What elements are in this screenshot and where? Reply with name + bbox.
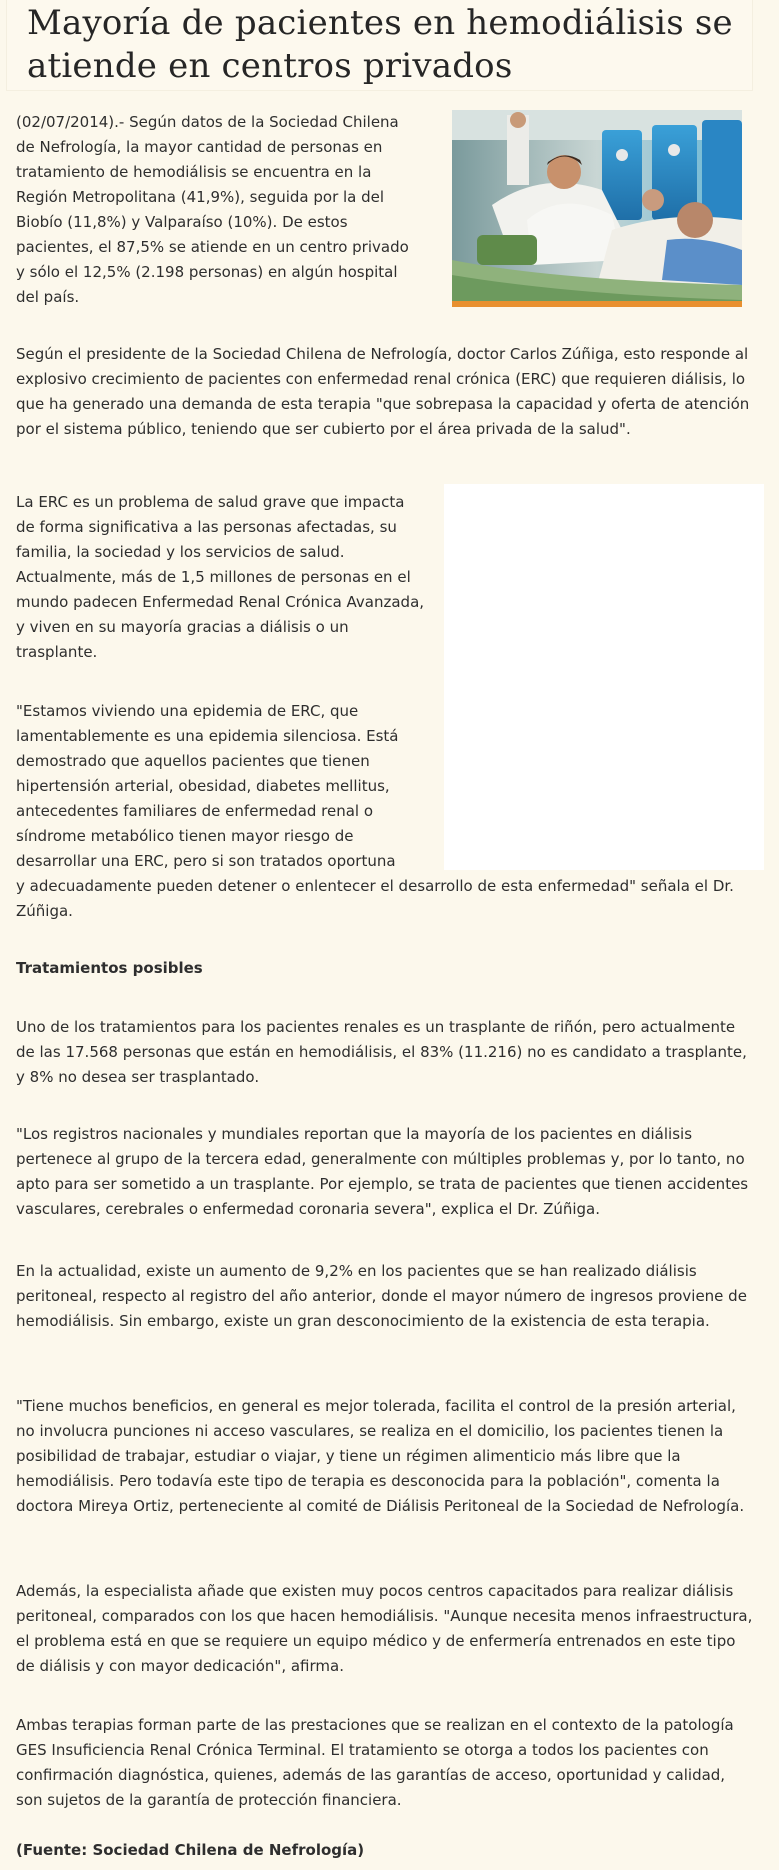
paragraph-9: Además, la especialista añade que existen muy pocos centros capacitados para realizar diálisis peritoneal, comparados con los que hacen hemodiálisis. "Aunque necesita menos infraestructura, el problema está en que se requiere un equipo médico y de enfermería entrenados en este tipo de diálisis y con mayor dedicación", afirma. [16,1582,753,1675]
photo-accent-bar [452,301,742,307]
blank-ad-area [444,484,764,870]
source-line: (Fuente: Sociedad Chilena de Nefrología) [16,1841,365,1859]
article-title: Mayoría de pacientes en hemodiálisis se atiende en centros privados [27,3,733,86]
paragraph-2: Según el presidente de la Sociedad Chilena de Nefrología, doctor Carlos Zúñiga, esto responde al explosivo crecimiento de pacientes con enfermedad renal crónica (ERC) que requieren diálisis, lo que ha generado una demanda de esta terapia "que sobrepasa la capacidad y oferta de atención por el sistema público, teniendo que ser cubierto por el área privada de la salud". [16,345,750,438]
paragraph-3: La ERC es un problema de salud grave que impacta de forma significativa a las personas afectadas, su familia, la sociedad y los servicios de salud. Actualmente, más de 1,5 millones de personas en el mundo padecen Enfermedad Renal Crónica Avanzada, y viven en su mayoría gracias a diálisis o un trasplante. [16,493,425,661]
intro-paragraph: (02/07/2014).- Según datos de la Sociedad Chilena de Nefrología, la mayor cantidad de personas en tratamiento de hemodiálisis se encuentra en la Región Metropolitana (41,9%), seguida por la del Biobío (11,8%) y Valparaíso (10%). De estos pacientes, el 87,5% se atiende en un centro privado y sólo el 12,5% (2.198 personas) en algún hospital del país. [16,113,409,306]
paragraph-8: "Tiene muchos beneficios, en general es mejor tolerada, facilita el control de la presión arterial, no involucra punciones ni acceso vasculares, se realiza en el domicilio, los pacientes tienen la posibilidad de trabajar, estudiar o viajar, y tiene un régimen alimenticio más libre que la hemodiálisis. Pero todavía este tipo de terapia es desconocida para la población", comenta la doctora Mireya Ortiz, perteneciente al comité de Diálisis Peritoneal de la Sociedad de Nefrología. [16,1397,745,1515]
paragraph-4-bottom: y adecuadamente pueden detener o enlentecer el desarrollo de esta enfermedad" señala el Dr. Zúñiga. [16,877,734,920]
subheading-tratamientos: Tratamientos posibles [16,959,203,977]
dialysis-photo [452,110,742,304]
paragraph-10: Ambas terapias forman parte de las prestaciones que se realizan en el contexto de la patología GES Insuficiencia Renal Crónica Terminal. El tratamiento se otorga a todos los pacientes con confirmación diagnóstica, quienes, además de las garantías de acceso, oportunidad y calidad, son sujetos de la garantía de protección financiera. [16,1716,734,1809]
paragraph-5: Uno de los tratamientos para los pacientes renales es un trasplante de riñón, pero actualmente de las 17.568 personas que están en hemodiálisis, el 83% (11.216) no es candidato a trasplante, y 8% no desea ser trasplantado. [16,1018,747,1086]
paragraph-6: "Los registros nacionales y mundiales reportan que la mayoría de los pacientes en diálisis pertenece al grupo de la tercera edad, generalmente con múltiples problemas y, por lo tanto, no apto para ser sometido a un trasplante. Por ejemplo, se trata de pacientes que tienen accidentes vasculares, cerebrales o enfermedad coronaria severa", explica el Dr. Zúñiga. [16,1125,749,1218]
paragraph-7: En la actualidad, existe un aumento de 9,2% en los pacientes que se han realizado diálisis peritoneal, respecto al registro del año anterior, donde el mayor número de ingresos proviene de hemodiálisis. Sin embargo, existe un gran desconocimiento de la existencia de esta terapia. [16,1262,747,1330]
paragraph-4-top: "Estamos viviendo una epidemia de ERC, que lamentablemente es una epidemia silenciosa. Está demostrado que aquellos pacientes que tienen hipertensión arterial, obesidad, diabetes mellitus, antecedentes familiares de enfermedad renal o síndrome metabólico tienen mayor riesgo de desarrollar una ERC, pero si son tratados oportuna [16,702,399,870]
